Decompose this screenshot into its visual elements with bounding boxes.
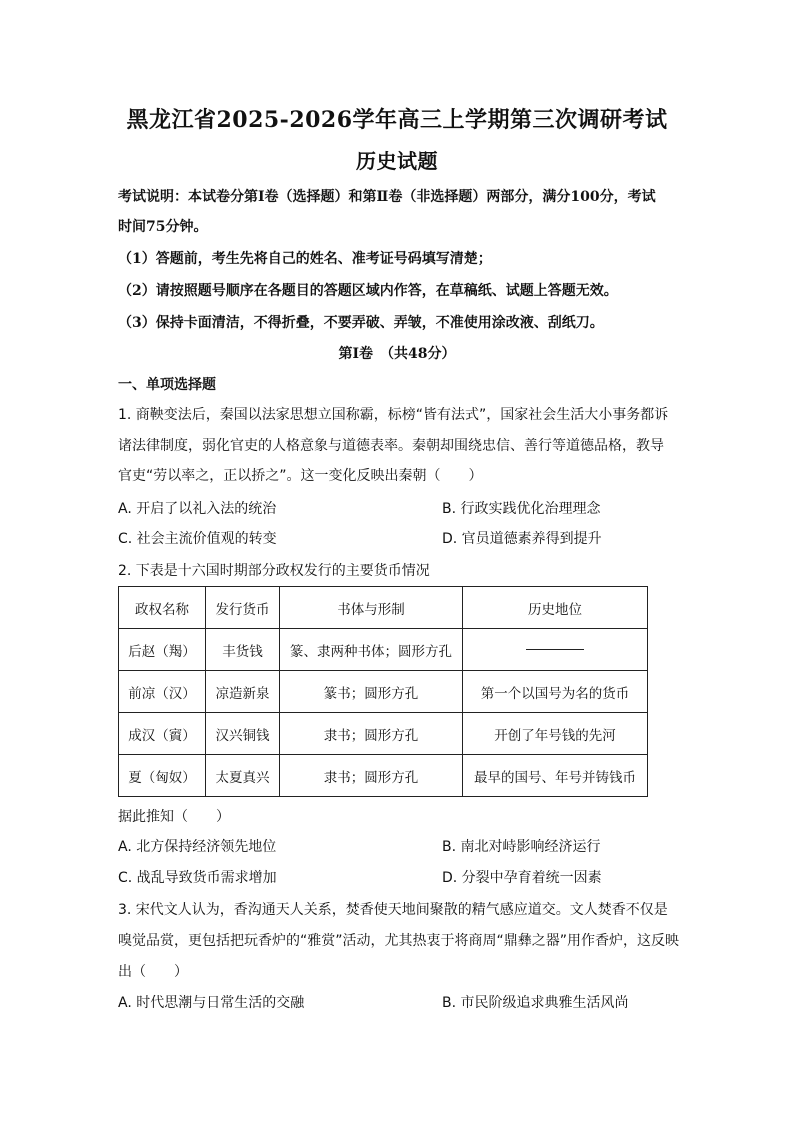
table-header-cell: 发行货币 <box>206 587 280 629</box>
table-cell: 丰货钱 <box>206 629 280 671</box>
q3-option-a[interactable]: A. 时代思潮与日常生活的交融 <box>118 995 305 1011</box>
instructions-line-2: 时间75分钟。 <box>118 219 208 235</box>
q2-option-d[interactable]: D. 分裂中孕育着统一因素 <box>442 870 602 886</box>
q2-stem: 2. 下表是十六国时期部分政权发行的主要货币情况 <box>118 563 430 579</box>
table-cell <box>463 629 648 671</box>
q3-option-b[interactable]: B. 市民阶级追求典雅生活风尚 <box>442 995 629 1011</box>
table-cell: 隶书；圆形方孔 <box>280 713 463 755</box>
table-row <box>119 671 648 713</box>
instruction-item-1: （1）答题前，考生先将自己的姓名、准考证号码填写清楚； <box>118 251 492 267</box>
instructions-line-1: 考试说明：本试卷分第Ⅰ卷（选择题）和第Ⅱ卷（非选择题）两部分，满分100分，考试 <box>118 189 656 205</box>
q1-option-b[interactable]: B. 行政实践优化治理理念 <box>442 501 601 517</box>
part-title: 第Ⅰ卷 （共48分） <box>338 346 456 362</box>
table-row <box>119 629 648 671</box>
exam-title: 黑龙江省2025-2026学年高三上学期第三次调研考试 <box>126 107 668 133</box>
q1-option-d[interactable]: D. 官员道德素养得到提升 <box>442 531 602 547</box>
table-cell: 凉造新泉 <box>206 671 280 713</box>
currency-table <box>118 586 648 797</box>
table-header-cell: 政权名称 <box>119 587 206 629</box>
exam-subject: 历史试题 <box>356 149 438 173</box>
q3-stem-line-3: 出（ ） <box>118 964 188 980</box>
table-cell: 篆书；圆形方孔 <box>280 671 463 713</box>
table-row <box>119 713 648 755</box>
q1-option-c[interactable]: C. 社会主流价值观的转变 <box>118 531 277 547</box>
instruction-item-3: （3）保持卡面清洁，不得折叠，不要弄破、弄皱，不准使用涂改液、刮纸刀。 <box>118 315 604 331</box>
table-row <box>119 755 648 797</box>
table-header-cell: 书体与形制 <box>280 587 463 629</box>
table-cell: 最早的国号、年号并铸钱币 <box>463 755 648 797</box>
q3-stem-line-2: 嗅觉品赏，更包括把玩香炉的“雅赏”活动，尤其热衷于将商周“鼎彝之器”用作香炉，这反映 <box>118 933 680 949</box>
table-cell: 篆、隶两种书体；圆形方孔 <box>280 629 463 671</box>
q1-option-a[interactable]: A. 开启了以礼入法的统治 <box>118 501 277 517</box>
instruction-item-2: （2）请按照题号顺序在各题目的答题区域内作答，在草稿纸、试题上答题无效。 <box>118 283 618 299</box>
q2-option-b[interactable]: B. 南北对峙影响经济运行 <box>442 839 601 855</box>
table-header-row <box>119 587 648 629</box>
table-cell: 开创了年号钱的先河 <box>463 713 648 755</box>
table-cell: 第一个以国号为名的货币 <box>463 671 648 713</box>
table-cell: 前凉（汉） <box>119 671 206 713</box>
q1-stem-line-1: 1. 商鞅变法后，秦国以法家思想立国称霸，标榜“皆有法式”，国家社会生活大小事务都诉 <box>118 407 669 423</box>
section-heading: 一、单项选择题 <box>118 377 216 393</box>
table-cell: 汉兴铜钱 <box>206 713 280 755</box>
table-header-cell: 历史地位 <box>463 587 648 629</box>
q2-after-table: 据此推知（ ） <box>118 809 230 825</box>
q1-stem-line-3: 官吏“劳以率之，正以挢之”。这一变化反映出秦朝（ ） <box>118 468 483 484</box>
table-cell: 夏（匈奴） <box>119 755 206 797</box>
table-cell: 成汉（賨） <box>119 713 206 755</box>
empty-dash <box>526 649 584 650</box>
table-cell: 后赵（羯） <box>119 629 206 671</box>
table-cell: 太夏真兴 <box>206 755 280 797</box>
q2-option-a[interactable]: A. 北方保持经济领先地位 <box>118 839 277 855</box>
q3-stem-line-1: 3. 宋代文人认为，香沟通天人关系，焚香使天地间聚散的精气感应道交。文人焚香不仅是 <box>118 902 668 918</box>
q1-stem-line-2: 诸法律制度，弱化官吏的人格意象与道德表率。秦朝却围绕忠信、善行等道德品格，教导 <box>118 438 664 454</box>
q2-option-c[interactable]: C. 战乱导致货币需求增加 <box>118 870 277 886</box>
table-cell: 隶书；圆形方孔 <box>280 755 463 797</box>
